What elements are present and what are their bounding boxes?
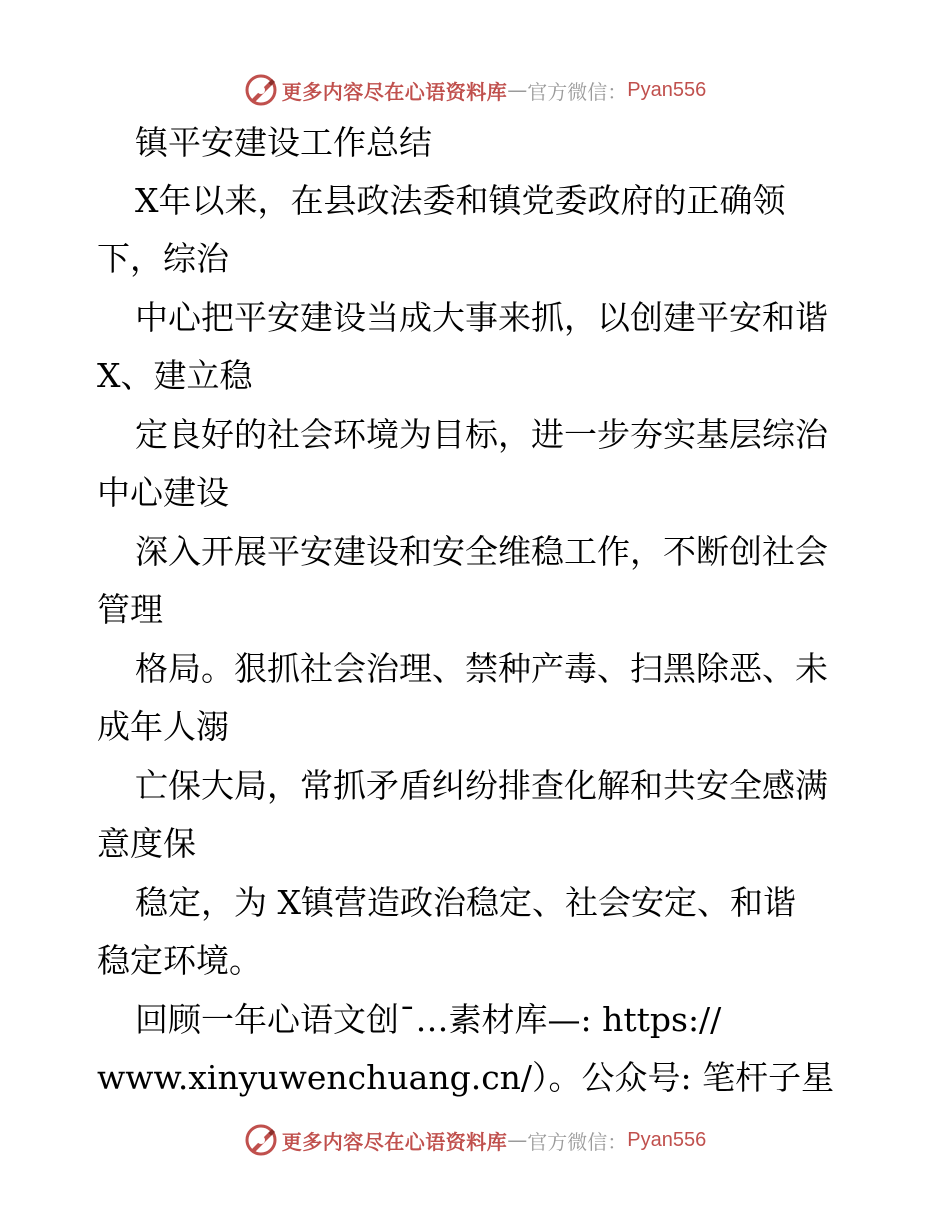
body-line: 格局。狠抓社会治理、禁种产毒、扫黑除恶、未 — [135, 649, 828, 688]
banner-official-text: 官方微信： — [527, 1129, 628, 1154]
pen-logo-icon — [244, 73, 278, 107]
banner-brand-text: 更多内容尽在心语资料库 — [281, 79, 508, 104]
body-line: 成年人溺 — [97, 707, 229, 746]
banner-separator: — — [507, 1128, 528, 1152]
document-title: 镇平安建设工作总结 — [135, 123, 432, 162]
pen-logo-icon — [244, 1123, 278, 1157]
body-line: 中心把平安建设当成大事来抓，以创建平安和谐 — [135, 298, 828, 337]
banner-contact: Pyan556 — [627, 1128, 707, 1151]
body-line: 定良好的社会环境为目标，进一步夯实基层综治 — [135, 415, 828, 454]
body-line: X、建立稳 — [97, 356, 253, 395]
body-line: 回顾一年心语文创¯…素材库—: https:// — [135, 1000, 722, 1039]
banner-official-text: 官方微信： — [527, 79, 628, 104]
banner-separator: — — [507, 78, 528, 102]
body-line: 管理 — [97, 590, 163, 629]
body-line: 稳定环境。 — [97, 941, 262, 980]
header-watermark-banner — [0, 70, 950, 110]
banner-contact: Pyan556 — [627, 78, 707, 101]
body-line: www.xinyuwenchuang.cn/）。公众号: 笔杆子星 — [97, 1058, 835, 1097]
body-line: 深入开展平安建设和安全维稳工作，不断创社会 — [135, 532, 828, 571]
body-line: 稳定，为 X镇营造政治稳定、社会安定、和谐 — [135, 883, 796, 922]
body-line: X年以来，在县政法委和镇党委政府的正确领 — [135, 181, 786, 220]
body-line: 亡保大局，常抓矛盾纠纷排查化解和共安全感满 — [135, 766, 828, 805]
body-line: 中心建设 — [97, 473, 229, 512]
footer-watermark-banner — [0, 1120, 950, 1160]
body-line: 下，综治 — [97, 239, 229, 278]
banner-brand-text: 更多内容尽在心语资料库 — [281, 1129, 508, 1154]
body-line: 意度保 — [97, 824, 196, 863]
